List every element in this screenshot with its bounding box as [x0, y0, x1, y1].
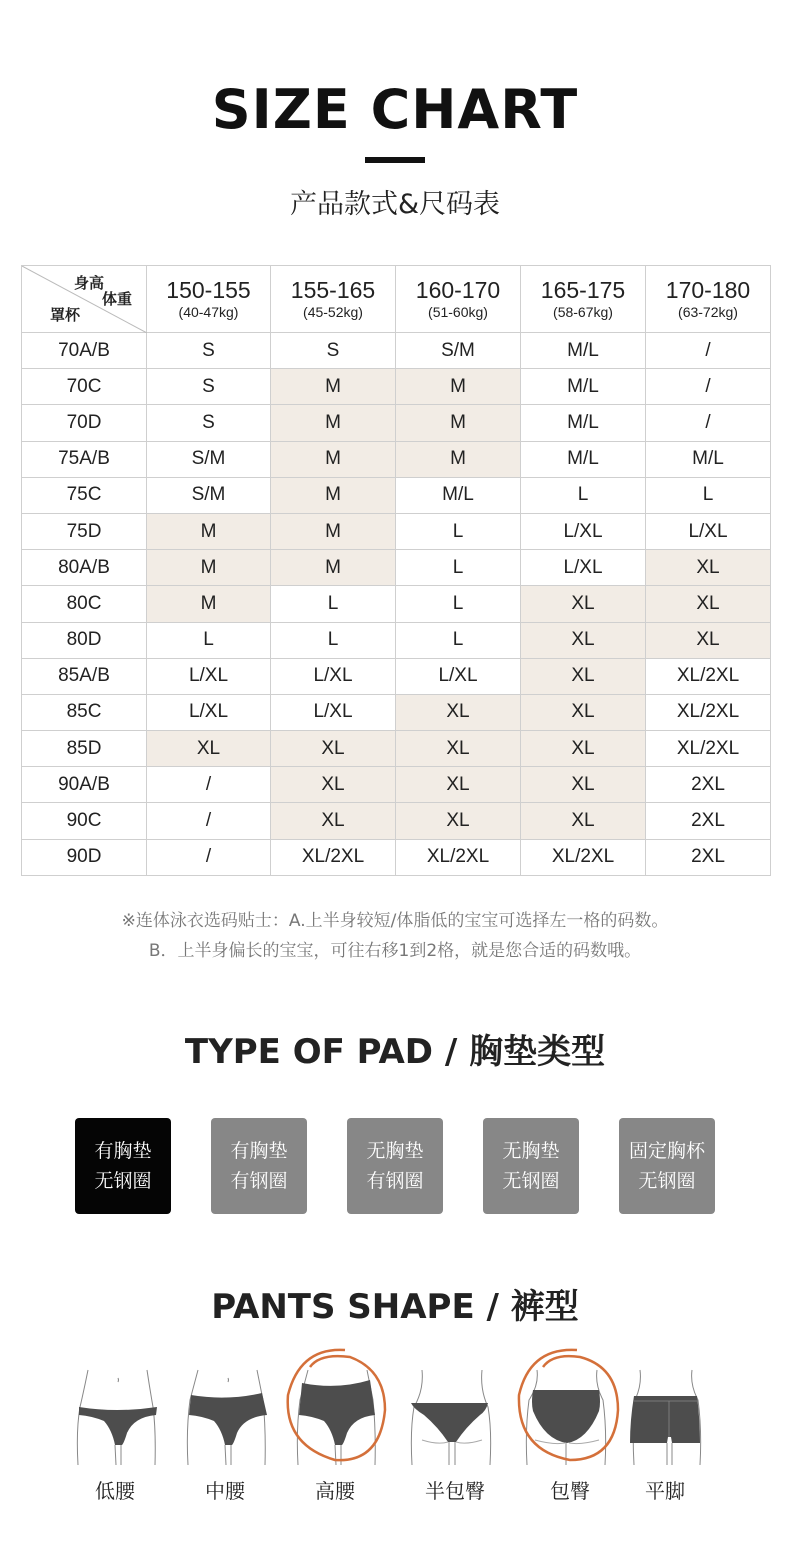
tip-line-a: ※连体泳衣选码贴士：A.上半身较短/体脂低的宝宝可选择左一格的码数。 [121, 911, 669, 931]
column-header: 160-170 (51-60kg) [396, 266, 521, 333]
size-cell: XL [646, 622, 771, 658]
table-row [22, 405, 771, 441]
size-cell: XL [521, 731, 646, 767]
size-cell: XL [521, 803, 646, 839]
size-cell: M [271, 477, 396, 513]
size-cell: XL [521, 694, 646, 730]
size-cell: XL/2XL [271, 839, 396, 875]
corner-header-cell [22, 266, 147, 333]
pants-shape-low-waist[interactable] [60, 1345, 170, 1515]
pad-option-no-pad-no-wire[interactable]: 无胸垫 无钢圈 [483, 1118, 579, 1214]
high-waist-icon [280, 1345, 390, 1470]
size-cell: M [147, 513, 271, 549]
pad-option-fixed-cup-no-wire[interactable]: 固定胸杯 无钢圈 [619, 1118, 715, 1214]
pants-shape-label: 半包臀 [425, 1479, 485, 1503]
pad-option-padded-no-wire[interactable]: 有胸垫 无钢圈 [75, 1118, 171, 1214]
size-cell: M [396, 369, 521, 405]
pants-shape-label: 中腰 [205, 1479, 245, 1503]
size-cell: XL [396, 767, 521, 803]
size-cell: S/M [396, 333, 521, 369]
cup-size-cell: 80C [22, 586, 147, 622]
size-cell: / [147, 767, 271, 803]
size-cell: S/M [147, 441, 271, 477]
table-row [22, 441, 771, 477]
size-cell: XL [521, 658, 646, 694]
pants-section-title: PANTS SHAPE / 裤型 [211, 1287, 579, 1327]
size-chart-table [21, 265, 771, 876]
size-cell: XL/2XL [521, 839, 646, 875]
pad-option-no-pad-wire[interactable]: 无胸垫 有钢圈 [347, 1118, 443, 1214]
size-cell: 2XL [646, 803, 771, 839]
size-cell: L [646, 477, 771, 513]
title-underline [365, 157, 425, 163]
table-row [22, 550, 771, 586]
page-subtitle: 产品款式&尺码表 [289, 189, 501, 220]
cup-size-cell: 75D [22, 513, 147, 549]
size-cell: 2XL [646, 839, 771, 875]
size-cell: M [147, 586, 271, 622]
table-row [22, 658, 771, 694]
weight-label: 体重 [102, 290, 133, 308]
size-cell: XL [521, 767, 646, 803]
height-label: 身高 [74, 274, 105, 292]
size-cell: L [396, 622, 521, 658]
cup-size-cell: 90C [22, 803, 147, 839]
table-row [22, 477, 771, 513]
cup-label: 罩杯 [50, 306, 81, 324]
table-row [22, 369, 771, 405]
pants-shapes [60, 1345, 740, 1515]
pad-options [75, 1118, 715, 1214]
pants-shape-label: 低腰 [95, 1479, 135, 1503]
size-cell: L/XL [147, 658, 271, 694]
size-cell: XL/2XL [396, 839, 521, 875]
size-cell: / [147, 803, 271, 839]
size-cell: M [271, 441, 396, 477]
size-cell: / [646, 333, 771, 369]
size-cell: XL [271, 803, 396, 839]
table-row [22, 333, 771, 369]
size-cell: XL/2XL [646, 731, 771, 767]
size-cell: M [271, 369, 396, 405]
size-cell: XL [396, 694, 521, 730]
size-cell: L [396, 513, 521, 549]
table-row [22, 586, 771, 622]
boyshort-icon [630, 1345, 740, 1470]
size-cell: L/XL [521, 550, 646, 586]
size-cell: L/XL [646, 513, 771, 549]
size-cell: M [271, 405, 396, 441]
size-cell: S [147, 405, 271, 441]
low-waist-icon [60, 1345, 170, 1470]
cup-size-cell: 70C [22, 369, 147, 405]
size-cell: M [147, 550, 271, 586]
size-cell: 2XL [646, 767, 771, 803]
table-row [22, 803, 771, 839]
size-cell: L [396, 586, 521, 622]
size-cell: M/L [521, 441, 646, 477]
table-row [22, 731, 771, 767]
size-cell: S [147, 333, 271, 369]
size-cell: L/XL [396, 658, 521, 694]
size-cell: S/M [147, 477, 271, 513]
full-coverage-icon [515, 1345, 625, 1470]
size-cell: L/XL [521, 513, 646, 549]
pants-shape-label: 高腰 [315, 1479, 355, 1503]
size-cell: L/XL [147, 694, 271, 730]
table-row [22, 694, 771, 730]
size-cell: M/L [646, 441, 771, 477]
size-cell: L/XL [271, 694, 396, 730]
pad-option-padded-wire[interactable]: 有胸垫 有钢圈 [211, 1118, 307, 1214]
pants-shape-label: 包臀 [550, 1479, 590, 1503]
cup-size-cell: 85A/B [22, 658, 147, 694]
size-cell: L [521, 477, 646, 513]
table-row [22, 513, 771, 549]
pants-shape-high-waist[interactable] [280, 1345, 390, 1515]
column-header: 150-155 (40-47kg) [147, 266, 271, 333]
table-row [22, 622, 771, 658]
size-cell: S [147, 369, 271, 405]
size-cell: M/L [396, 477, 521, 513]
size-cell: M [396, 405, 521, 441]
cup-size-cell: 80A/B [22, 550, 147, 586]
size-cell: L [147, 622, 271, 658]
size-cell: M [271, 513, 396, 549]
cup-size-cell: 90D [22, 839, 147, 875]
size-cell: XL [271, 731, 396, 767]
size-cell: / [646, 369, 771, 405]
cup-size-cell: 90A/B [22, 767, 147, 803]
size-cell: XL/2XL [646, 658, 771, 694]
table-row [22, 839, 771, 875]
cup-size-cell: 70A/B [22, 333, 147, 369]
pad-section-title: TYPE OF PAD / 胸垫类型 [184, 1032, 606, 1072]
size-cell: / [646, 405, 771, 441]
column-header: 170-180 (63-72kg) [646, 266, 771, 333]
size-cell: M [271, 550, 396, 586]
size-cell: L [271, 586, 396, 622]
pants-shape-label: 平脚 [645, 1479, 685, 1503]
size-cell: XL/2XL [646, 694, 771, 730]
size-cell: L/XL [271, 658, 396, 694]
size-cell: XL [646, 586, 771, 622]
size-cell: / [147, 839, 271, 875]
size-cell: M/L [521, 405, 646, 441]
size-cell: M/L [521, 333, 646, 369]
mid-waist-icon [170, 1345, 280, 1470]
pants-shape-full-coverage[interactable] [515, 1345, 625, 1515]
page-title: SIZE CHART [211, 78, 579, 141]
size-cell: M [396, 441, 521, 477]
size-cell: XL [396, 731, 521, 767]
pants-shape-boyshort[interactable] [630, 1345, 740, 1515]
size-cell: M/L [521, 369, 646, 405]
size-cell: L [396, 550, 521, 586]
size-cell: XL [271, 767, 396, 803]
size-cell: L [271, 622, 396, 658]
cup-size-cell: 80D [22, 622, 147, 658]
cup-size-cell: 75A/B [22, 441, 147, 477]
column-header: 155-165 (45-52kg) [271, 266, 396, 333]
half-coverage-icon [400, 1345, 510, 1470]
pants-shape-half-coverage[interactable] [400, 1345, 510, 1515]
cup-size-cell: 85D [22, 731, 147, 767]
pants-shape-mid-waist[interactable] [170, 1345, 280, 1515]
table-row [22, 767, 771, 803]
size-cell: XL [646, 550, 771, 586]
size-cell: XL [521, 586, 646, 622]
column-header: 165-175 (58-67kg) [521, 266, 646, 333]
table-body [22, 333, 771, 876]
table-header-row [22, 266, 771, 333]
cup-size-cell: 70D [22, 405, 147, 441]
size-cell: S [271, 333, 396, 369]
size-cell: XL [396, 803, 521, 839]
size-cell: XL [521, 622, 646, 658]
tip-line-b: B．上半身偏长的宝宝，可往右移1到2格，就是您合适的码数哦。 [148, 941, 642, 961]
cup-size-cell: 85C [22, 694, 147, 730]
size-cell: XL [147, 731, 271, 767]
cup-size-cell: 75C [22, 477, 147, 513]
